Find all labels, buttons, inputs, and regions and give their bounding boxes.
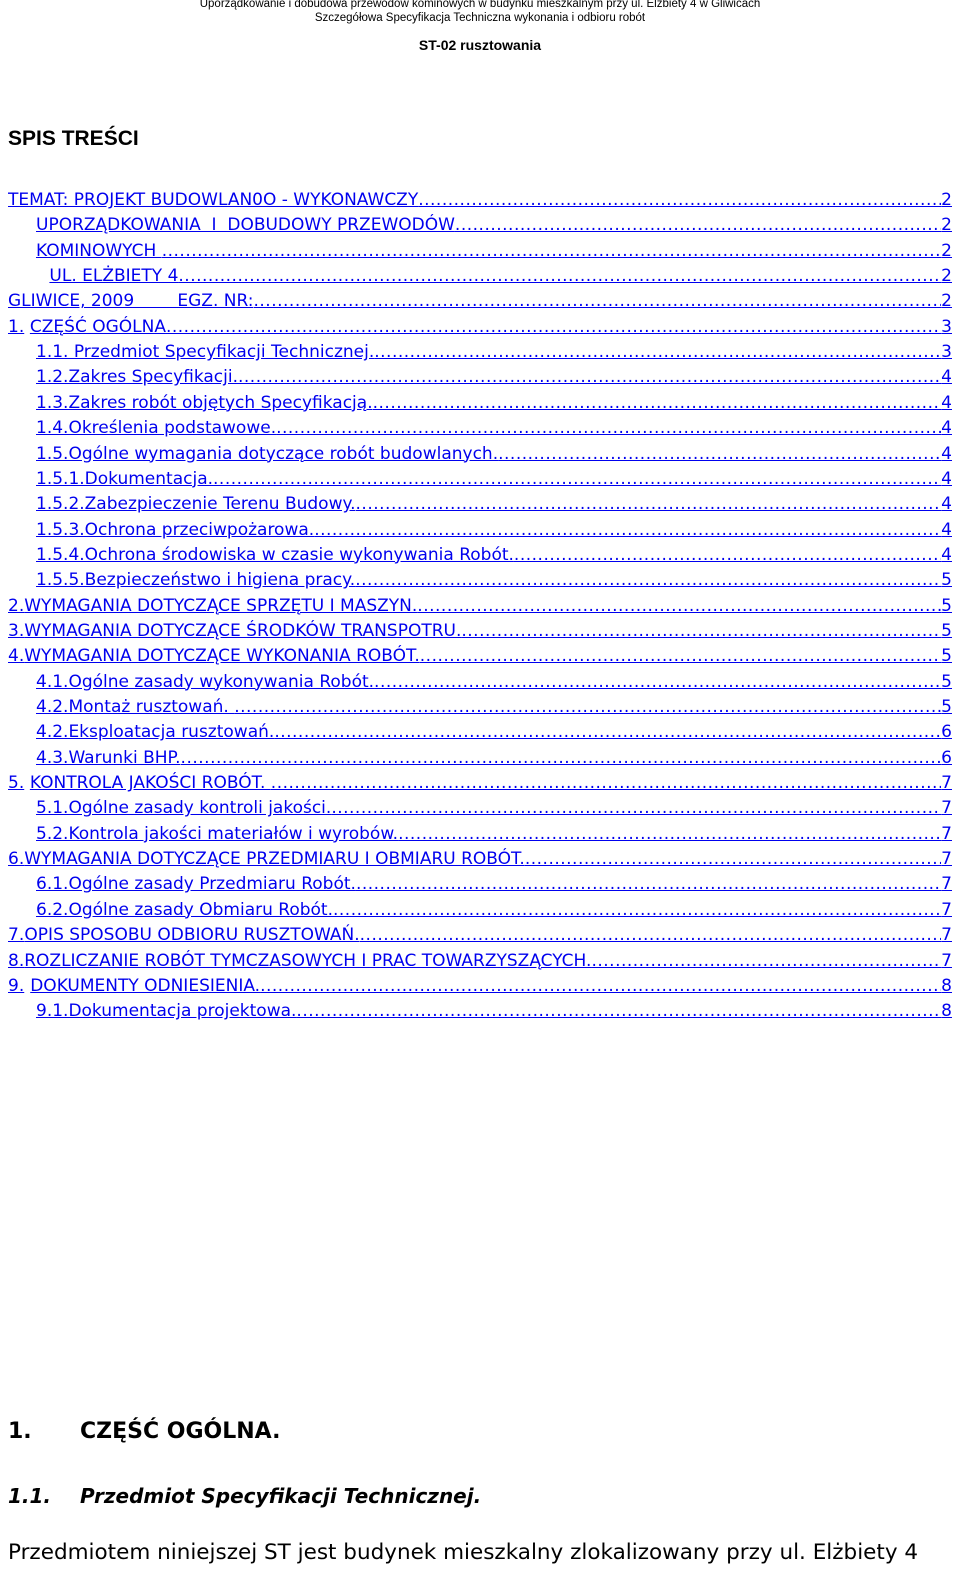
toc-entry-page: 2 bbox=[941, 240, 952, 261]
toc-entry bbox=[0, 594, 960, 619]
toc-entry-title: UL. ELŻBIETY 4 bbox=[49, 266, 179, 287]
toc-entry-title: 5.2.Kontrola jakości materiałów i wyrobów. bbox=[36, 823, 399, 844]
toc-entry-title: 4.2.Montaż rusztowań. bbox=[36, 697, 235, 717]
toc-link[interactable] bbox=[36, 239, 952, 263]
toc-link[interactable] bbox=[36, 568, 952, 592]
toc-link[interactable] bbox=[36, 340, 952, 364]
toc-leader-dots bbox=[333, 898, 941, 922]
toc-link[interactable] bbox=[36, 746, 952, 770]
toc-entry-page: 6 bbox=[941, 722, 952, 743]
toc-entry-page: 5 bbox=[941, 595, 952, 616]
toc-entry-number: 5. bbox=[8, 773, 25, 794]
toc-entry-title: 4.3.Warunki BHP. bbox=[36, 747, 181, 768]
toc-entry bbox=[0, 340, 960, 365]
toc-entry-page: 7 bbox=[941, 925, 952, 946]
toc-entry-page: 7 bbox=[941, 823, 952, 844]
toc-leader-dots bbox=[181, 746, 942, 770]
toc-entry-page: 7 bbox=[941, 773, 952, 794]
toc-entry bbox=[0, 695, 960, 720]
toc-entry bbox=[0, 644, 960, 669]
toc-leader-dots bbox=[417, 594, 941, 618]
toc-entry-title: GLIWICE, 2009 EGZ. NR: bbox=[8, 291, 254, 312]
toc-entry-number: 9. bbox=[8, 975, 25, 996]
toc-entry-title: 5.1.Ogólne zasady kontroli jakości. bbox=[36, 798, 332, 819]
toc-entry bbox=[0, 442, 960, 467]
body-paragraph: Przedmiotem niniejszej ST jest budynek mieszkalny zlokalizowany przy ul. Elżbiety 4 bbox=[8, 1540, 919, 1565]
toc-entry-title: 1.5.Ogólne wymagania dotyczące robót budowlanych. bbox=[36, 443, 499, 464]
toc-link[interactable] bbox=[36, 796, 952, 820]
toc-entry-title: UPORZĄDKOWANIA I DOBUDOWY PRZEWODÓW bbox=[36, 215, 455, 236]
toc-entry-page: 4 bbox=[941, 494, 952, 515]
toc-entry bbox=[0, 847, 960, 872]
toc-leader-dots bbox=[234, 695, 941, 719]
toc-entry-page: 4 bbox=[941, 544, 952, 565]
toc-leader-dots bbox=[418, 188, 941, 212]
toc-entry-number: 8. bbox=[8, 950, 25, 971]
toc-entry bbox=[0, 923, 960, 948]
toc-link[interactable] bbox=[36, 264, 952, 288]
toc-leader-dots bbox=[591, 949, 941, 973]
toc-entry-title: 1.2.Zakres Specyfikacji. bbox=[36, 367, 238, 388]
toc-link[interactable] bbox=[8, 594, 952, 618]
toc-link[interactable] bbox=[8, 974, 952, 998]
toc-link[interactable] bbox=[36, 720, 952, 744]
toc-title: SPIS TREŚCI bbox=[8, 127, 139, 150]
toc-entry bbox=[0, 771, 960, 796]
toc-entry-title: OPIS SPOSOBU ODBIORU RUSZTOWAŃ. bbox=[24, 925, 360, 946]
toc-entry-page: 6 bbox=[941, 747, 952, 768]
toc-leader-dots bbox=[514, 543, 941, 567]
toc-entry-page: 5 bbox=[941, 697, 952, 717]
toc-leader-dots bbox=[356, 872, 941, 896]
toc-link[interactable] bbox=[36, 416, 952, 440]
toc-entry bbox=[0, 492, 960, 517]
toc-entry-number: 7. bbox=[8, 925, 25, 946]
section-heading bbox=[8, 1418, 280, 1446]
toc-entry-title: DOKUMENTY ODNIESIENIA. bbox=[30, 975, 261, 996]
toc-link[interactable] bbox=[36, 365, 952, 389]
toc-entry-page: 2 bbox=[941, 215, 952, 236]
toc-leader-dots bbox=[373, 391, 942, 415]
toc-entry-title: KOMINOWYCH bbox=[36, 240, 162, 261]
toc-entry-page: 2 bbox=[941, 190, 952, 210]
toc-entry-title: WYMAGANIA DOTYCZĄCE PRZEDMIARU I OBMIARU ROBÓT. bbox=[24, 849, 525, 870]
toc-entry-title: KONTROLA JAKOŚCI ROBÓT. bbox=[29, 773, 271, 794]
toc-leader-dots bbox=[420, 644, 941, 668]
toc-entry-title: 1.5.2.Zabezpieczenie Terenu Budowy. bbox=[36, 494, 356, 515]
toc-entry-title: 4.2.Eksploatacja rusztowań. bbox=[36, 722, 275, 743]
toc-entry bbox=[0, 872, 960, 897]
toc-entry-page: 2 bbox=[941, 291, 952, 312]
toc-entry-page: 5 bbox=[941, 646, 952, 667]
toc-entry-page: 7 bbox=[941, 849, 952, 870]
toc-entry bbox=[0, 898, 960, 923]
toc-link[interactable] bbox=[36, 999, 952, 1023]
toc-entry bbox=[0, 239, 960, 264]
header-project-title: Uporządkowanie i dobudowa przewodów kominowych w budynku mieszkalnym przy ul. Elżbiety 4 w Gliwicach bbox=[199, 0, 761, 10]
toc-link[interactable] bbox=[8, 771, 952, 795]
toc-entry-title: 1.5.3.Ochrona przeciwpożarowa. bbox=[36, 519, 315, 540]
toc-leader-dots bbox=[274, 720, 941, 744]
toc-link[interactable] bbox=[36, 213, 952, 237]
toc-leader-dots bbox=[296, 999, 941, 1023]
toc-entry-page: 8 bbox=[941, 1001, 952, 1022]
subsection-heading bbox=[8, 1483, 481, 1509]
toc-entry-page: 4 bbox=[941, 418, 952, 439]
toc-link[interactable] bbox=[8, 289, 952, 313]
toc-leader-dots bbox=[254, 289, 942, 313]
toc-entry bbox=[0, 949, 960, 974]
toc-entry-title: WYMAGANIA DOTYCZĄCE ŚRODKÓW TRANSPOTRU. bbox=[24, 620, 462, 641]
toc-entry-page: 4 bbox=[941, 468, 952, 489]
subsection-number: 1.1. bbox=[8, 1484, 52, 1508]
toc-link[interactable] bbox=[8, 923, 952, 947]
toc-leader-dots bbox=[260, 974, 941, 998]
toc-entry bbox=[0, 467, 960, 492]
section-number: 1. bbox=[8, 1419, 32, 1444]
toc-entry bbox=[0, 822, 960, 847]
toc-link[interactable] bbox=[36, 898, 952, 922]
toc-entry-title: 1.3.Zakres robót objętych Specyfikacją. bbox=[36, 392, 373, 413]
toc-entry-number: 1. bbox=[8, 316, 25, 337]
toc-entry-title: 9.1.Dokumentacja projektowa. bbox=[36, 1001, 297, 1022]
toc-link[interactable] bbox=[36, 543, 952, 567]
toc-link[interactable] bbox=[36, 518, 952, 542]
toc-entry-title: CZĘŚĆ OGÓLNA bbox=[29, 316, 166, 337]
toc-entry-number: 2. bbox=[8, 595, 25, 616]
toc-entry-page: 4 bbox=[941, 367, 952, 388]
toc-entry-title: 6.1.Ogólne zasady Przedmiaru Robót. bbox=[36, 874, 356, 895]
toc-entry-page: 4 bbox=[941, 519, 952, 540]
toc-leader-dots bbox=[166, 315, 941, 339]
toc-leader-dots bbox=[525, 847, 941, 871]
toc-link[interactable] bbox=[8, 644, 952, 668]
toc-leader-dots bbox=[271, 771, 941, 795]
toc-entry-title: 6.2.Ogólne zasady Obmiaru Robót. bbox=[36, 899, 333, 920]
toc-leader-dots bbox=[455, 213, 941, 237]
toc-entry-title: ROZLICZANIE ROBÓT TYMCZASOWYCH I PRAC TOWARZYSZĄCYCH. bbox=[24, 950, 592, 971]
toc-leader-dots bbox=[398, 822, 941, 846]
header-spec-title: Szczegółowa Specyfikacja Techniczna wykonania i odbioru robót bbox=[314, 12, 646, 24]
toc-link[interactable] bbox=[8, 315, 952, 339]
toc-entry-page: 7 bbox=[941, 798, 952, 819]
toc-link[interactable] bbox=[36, 442, 952, 466]
toc-entry-page: 7 bbox=[941, 899, 952, 920]
toc-entry-number: 4. bbox=[8, 646, 25, 667]
toc-entry bbox=[0, 391, 960, 416]
toc-entry-page: 5 bbox=[941, 570, 952, 591]
toc-entry-title: 1.4.Określenia podstawowe. bbox=[36, 418, 277, 439]
toc-link[interactable] bbox=[36, 467, 952, 491]
toc-entry bbox=[0, 568, 960, 593]
toc-leader-dots bbox=[213, 467, 941, 491]
toc-leader-dots bbox=[276, 416, 941, 440]
toc-leader-dots bbox=[374, 340, 941, 364]
toc-entry-page: 7 bbox=[941, 950, 952, 971]
toc-leader-dots bbox=[498, 442, 941, 466]
toc-entry bbox=[0, 670, 960, 695]
toc-entry bbox=[0, 213, 960, 238]
toc-entry bbox=[0, 543, 960, 568]
toc-entry-title: 1.5.4.Ochrona środowiska w czasie wykonywania Robót. bbox=[36, 544, 514, 565]
toc-entry-page: 8 bbox=[941, 975, 952, 996]
toc-leader-dots bbox=[162, 239, 941, 263]
toc-entry-page: 3 bbox=[941, 316, 952, 337]
toc-entry-title: 1.5.5.Bezpieczeństwo i higiena pracy. bbox=[36, 570, 356, 591]
toc-leader-dots bbox=[461, 619, 941, 643]
toc-leader-dots bbox=[374, 670, 941, 694]
toc-link[interactable] bbox=[8, 188, 952, 212]
toc-entry-page: 5 bbox=[941, 620, 952, 641]
toc-link[interactable] bbox=[36, 391, 952, 415]
toc-link[interactable] bbox=[8, 619, 952, 643]
toc-entry-page: 5 bbox=[941, 671, 952, 692]
toc-entry bbox=[0, 315, 960, 340]
toc-leader-dots bbox=[331, 796, 941, 820]
toc-entry bbox=[0, 518, 960, 543]
toc-entry bbox=[0, 619, 960, 644]
toc-entry bbox=[0, 720, 960, 745]
toc-leader-dots bbox=[360, 923, 942, 947]
section-title: CZĘŚĆ OGÓLNA. bbox=[80, 1419, 281, 1444]
toc-link[interactable] bbox=[36, 872, 952, 896]
toc-leader-dots bbox=[178, 264, 941, 288]
toc-entry bbox=[0, 365, 960, 390]
toc-entry bbox=[0, 796, 960, 821]
toc-entry bbox=[0, 289, 960, 314]
toc-entry-number: 3. bbox=[8, 620, 25, 641]
subsection-title: Przedmiot Specyfikacji Technicznej. bbox=[80, 1484, 482, 1508]
toc-leader-dots bbox=[238, 365, 941, 389]
toc-link[interactable] bbox=[8, 949, 952, 973]
toc-leader-dots bbox=[314, 518, 941, 542]
toc-entry bbox=[0, 999, 960, 1024]
toc-entry-title: 1.5.1.Dokumentacja. bbox=[36, 468, 214, 489]
toc-entry-title: WYMAGANIA DOTYCZĄCE SPRZĘTU I MASZYN. bbox=[24, 595, 418, 616]
toc-leader-dots bbox=[356, 492, 942, 516]
toc-entry bbox=[0, 188, 960, 213]
toc-entry-page: 7 bbox=[941, 874, 952, 895]
toc-link[interactable] bbox=[36, 822, 952, 846]
toc-link[interactable] bbox=[8, 847, 952, 871]
toc-entry-title: TEMAT: PROJEKT BUDOWLAN0O - WYKONAWCZY bbox=[8, 190, 419, 210]
toc-entry-page: 4 bbox=[941, 443, 952, 464]
toc-entry-title: WYMAGANIA DOTYCZĄCE WYKONANIA ROBÓT. bbox=[24, 646, 420, 667]
toc-entry bbox=[0, 974, 960, 999]
toc-entry-number: 6. bbox=[8, 849, 25, 870]
header-spec-code: ST-02 rusztowania bbox=[418, 37, 542, 53]
toc-entry bbox=[0, 746, 960, 771]
toc-entry bbox=[0, 416, 960, 441]
toc-entry-page: 2 bbox=[941, 266, 952, 287]
toc-entry bbox=[0, 264, 960, 289]
toc-entry-title: 1.1. Przedmiot Specyfikacji Technicznej. bbox=[36, 342, 375, 363]
toc-entry-page: 3 bbox=[941, 342, 952, 363]
toc-entry-page: 4 bbox=[941, 392, 952, 413]
toc-link[interactable] bbox=[36, 695, 952, 719]
toc-entry-title: 4.1.Ogólne zasady wykonywania Robót. bbox=[36, 671, 375, 692]
toc-link[interactable] bbox=[36, 492, 952, 516]
toc-link[interactable] bbox=[36, 670, 952, 694]
toc-leader-dots bbox=[355, 568, 941, 592]
